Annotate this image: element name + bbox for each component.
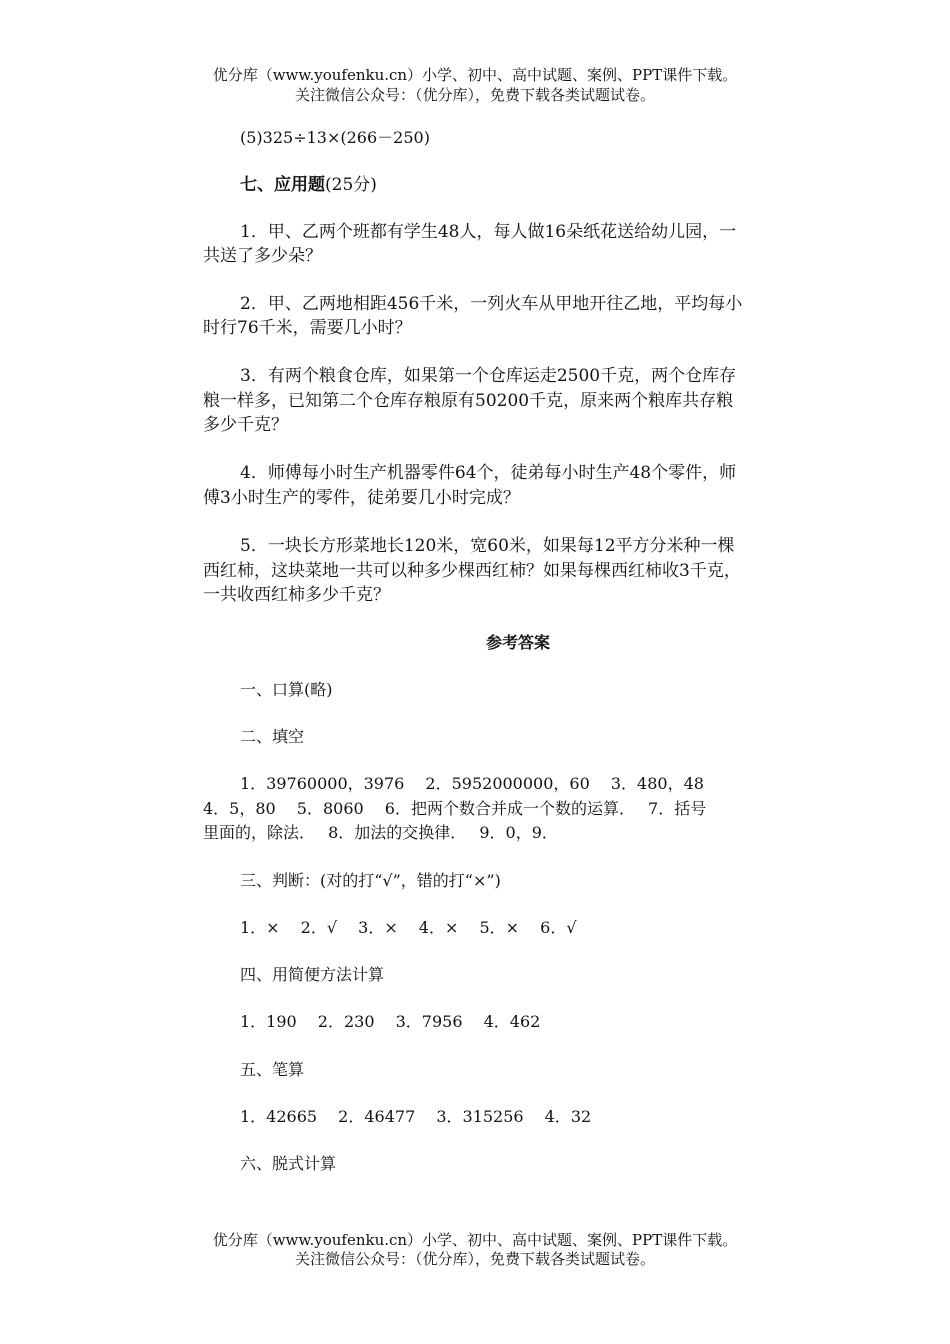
answers-section-3-values: 1．× 2．√ 3．× 4．× 5．× 6．√: [240, 918, 577, 937]
question-1-line-1: 1．甲、乙两个班都有学生48人，每人做16朵纸花送给幼儿园，一: [240, 222, 737, 242]
page-footer-line-2: 关注微信公众号：（优分库），免费下载各类试题试卷。: [294, 1250, 655, 1268]
answers-section-3: 三、判断：(对的打“√”，错的打“×”): [240, 871, 501, 890]
answers-section-4-values: 1．190 2．230 3．7956 4．462: [240, 1012, 541, 1031]
question-1-line-2: 共送了多少朵？: [203, 246, 322, 266]
question-5-line-2: 西红柿，这块菜地一共可以种多少棵西红柿？如果每棵西红柿收3千克，: [203, 561, 741, 581]
question-2-line-1: 2．甲、乙两地相距456千米，一列火车从甲地开往乙地，平均每小: [240, 294, 743, 314]
question-3-line-3: 多少千克？: [203, 415, 288, 435]
answers-section-2-line-1: 1．39760000，3976 2．5952000000，60 3．480，48: [240, 774, 704, 793]
answers-section-4: 四、用简便方法计算: [240, 965, 385, 984]
page-footer-line-1: 优分库（www.youfenku.cn）小学、初中、高中试题、案例、PPT课件下载。: [212, 1231, 738, 1249]
answers-section-5-values: 1．42665 2．46477 3．315256 4．32: [240, 1107, 592, 1126]
question-2-line-2: 时行76千米，需要几小时？: [203, 318, 412, 338]
question-3-line-1: 3．有两个粮食仓库，如果第一个仓库运走2500千克，两个仓库存: [240, 366, 737, 386]
question-5-line-1: 5．一块长方形菜地长120米，宽60米，如果每12平方分米种一棵: [240, 536, 735, 556]
question-4-line-2: 傅3小时生产的零件，徒弟要几小时完成？: [203, 488, 520, 508]
section-7-title-text: 七、应用题: [240, 175, 325, 195]
answers-section-5: 五、笔算: [240, 1060, 305, 1079]
section-7-title: [240, 173, 840, 197]
answers-section-2-line-3: 里面的，除法． 8．加法的交换律． 9．0，9．: [203, 823, 558, 842]
page-header-line-1: 优分库（www.youfenku.cn）小学、初中、高中试题、案例、PPT课件下载。: [212, 66, 738, 84]
answers-section-2: 二、填空: [240, 727, 305, 746]
answers-section-1: 一、口算(略): [240, 680, 333, 699]
answers-title: 参考答案: [485, 633, 550, 652]
question-3-line-2: 粮一样多，已知第二个仓库存粮原有50200千克，原来两个粮库共存粮: [203, 391, 734, 411]
question-5-line-3: 一共收西红柿多少千克？: [203, 585, 390, 605]
answers-section-6: 六、脱式计算: [240, 1154, 337, 1173]
answers-section-2-line-2: 4．5，80 5．8060 6．把两个数合并成一个数的运算． 7．括号: [203, 799, 707, 818]
section-7-score: (25分): [325, 175, 377, 195]
page-header-line-2: 关注微信公众号：（优分库），免费下载各类试题试卷。: [294, 86, 655, 104]
calc-item-5: (5)325÷13×(266－250): [240, 128, 430, 147]
question-4-line-1: 4．师傅每小时生产机器零件64个，徒弟每小时生产48个零件，师: [240, 463, 737, 483]
